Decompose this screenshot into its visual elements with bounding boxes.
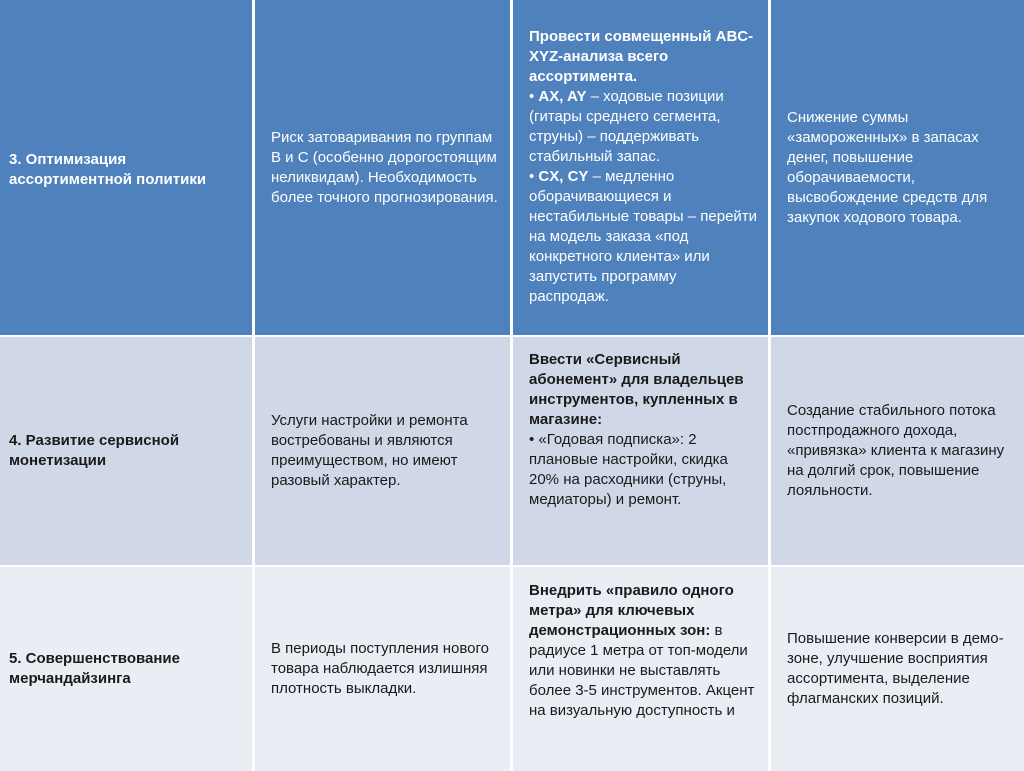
problem-text: В периоды поступления нового товара наблюдается излишняя плотность выкладки. xyxy=(271,640,489,697)
row-4-title-cell xyxy=(0,337,252,565)
bullet-text: – медленно оборачивающиеся и нестабильные товары – перейти на модель заказа «под конкретного клиента» или запустить программу распродаж. xyxy=(529,168,758,305)
effect-text: Снижение суммы «замороженных» в запасах денег, повышение оборачиваемости, высвобождение средств для закупок ходового товара. xyxy=(787,108,988,226)
action-heading: Провести совмещенный ABC-XYZ-анализа всего ассортимента. xyxy=(529,28,754,85)
bullet-bold: CX, CY xyxy=(538,168,589,185)
row-title: 5. Совершенствование мерчандайзинга xyxy=(9,650,180,687)
problem-text: Услуги настройки и ремонта востребованы и являются преимуществом, но имеют разовый характер. xyxy=(271,412,468,489)
action-heading: Внедрить «правило одного метра» для ключевых демонстрационных зон: xyxy=(529,582,734,639)
row-3-effect-cell xyxy=(771,0,1024,335)
effect-text: Создание стабильного потока постпродажного дохода, «привязка» клиента к магазину на долгий срок, повышение лояльности. xyxy=(787,402,1005,499)
action-bullet-cx-cy xyxy=(529,167,758,307)
row-4-effect-cell xyxy=(771,337,1024,565)
row-4-action-cell xyxy=(513,337,768,565)
problem-text: Риск затоваривания по группам B и C (особенно дорогостоящим неликвидам). Необходимость более точного прогнозирования. xyxy=(271,128,498,206)
row-3-title-cell xyxy=(0,0,252,335)
bullet-text: – ходовые позиции (гитары среднего сегмента, струны) – поддерживать стабильный запас. xyxy=(529,88,724,165)
bullet-prefix: • xyxy=(529,168,539,185)
row-5-title-cell xyxy=(0,567,252,771)
effect-text: Повышение конверсии в демо-зоне, улучшение восприятия ассортимента, выделение флагманских позиций. xyxy=(787,630,1004,707)
bullet-prefix: • xyxy=(529,88,539,105)
action-bullet-ax-ay xyxy=(529,87,758,167)
row-3-problem-cell xyxy=(255,0,510,335)
action-bullet-subscription: • «Годовая подписка»: 2 плановые настройки, скидка 20% на расходники (струны, медиаторы) и ремонт. xyxy=(529,431,728,508)
action-heading: Ввести «Сервисный абонемент» для владельцев инструментов, купленных в магазине: xyxy=(529,351,744,428)
row-title: 3. Оптимизация ассортиментной политики xyxy=(9,150,207,188)
bullet-bold: AX, AY xyxy=(538,88,587,105)
row-5-problem-cell xyxy=(255,567,510,771)
action-text: в радиусе 1 метра от топ-модели или новинки не выставлять более 3-5 инструментов. Акцент на визуальную доступность и xyxy=(529,622,755,719)
row-title: 4. Развитие сервисной монетизации xyxy=(9,432,180,469)
row-5-effect-cell xyxy=(771,567,1024,771)
row-4-problem-cell xyxy=(255,337,510,565)
row-3-action-cell xyxy=(513,0,768,335)
row-5-action-cell xyxy=(513,567,768,771)
action-paragraph xyxy=(529,581,758,721)
